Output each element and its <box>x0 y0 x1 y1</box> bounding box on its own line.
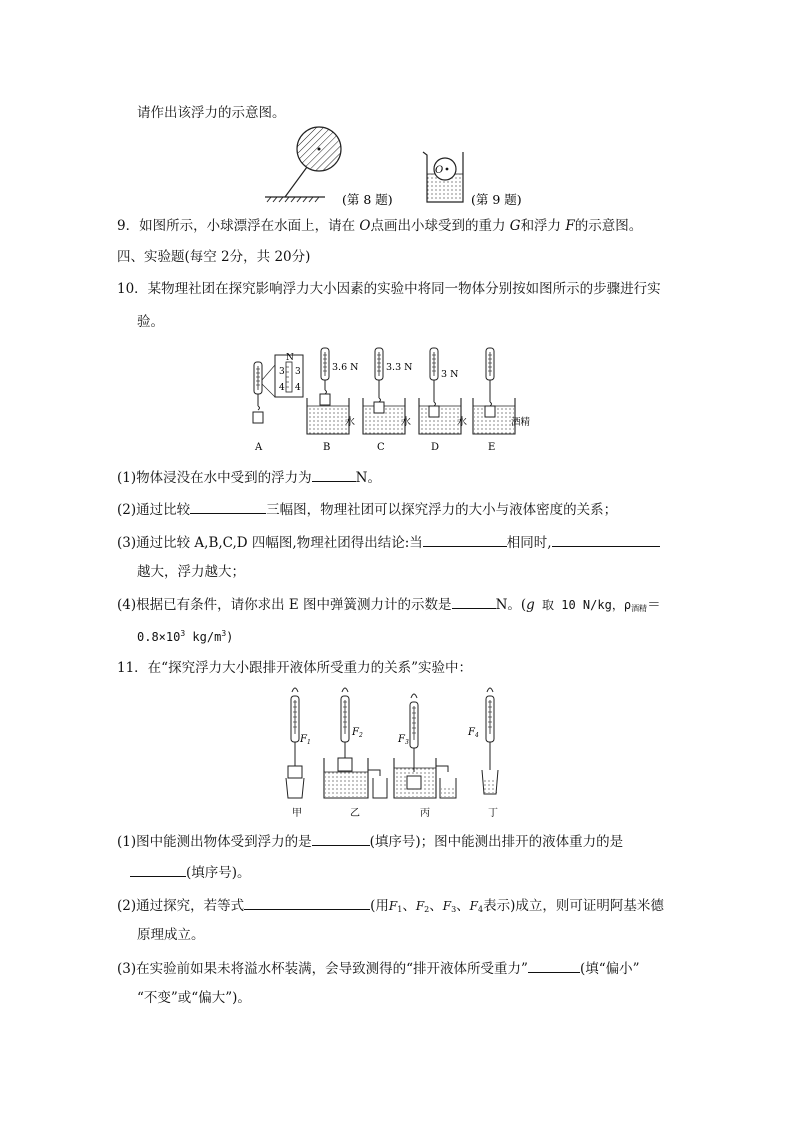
fig10-a <box>253 353 303 423</box>
question-10-line1: 10．某物理社团在探究影响浮力大小因素的实验中将同一物体分别按如图所示的步骤进行实 <box>117 281 661 297</box>
question-9: 9．如图所示，小球漂浮在水面上，请在 O点画出小球受到的重力 G和浮力 F的示意图。 <box>117 218 643 234</box>
liquid-b: 水 <box>345 417 355 428</box>
svg-text:4: 4 <box>295 383 301 393</box>
reading-d: 3 N <box>441 369 459 380</box>
blank-q11-2[interactable] <box>244 895 370 910</box>
svg-text:4: 4 <box>279 383 285 393</box>
fig10-label-a: A <box>255 442 263 453</box>
block-e <box>485 406 495 417</box>
reading-b: 3.6 N <box>332 362 359 373</box>
fig10-label-d: D <box>431 442 440 453</box>
q10-part1: (1)物体浸没在水中受到的浮力为 N。 <box>117 467 381 487</box>
svg-text:3: 3 <box>279 367 285 377</box>
fig10-label-b: B <box>323 442 331 453</box>
empty-cup-yi <box>373 778 387 798</box>
q11-part1: (1)图中能测出物体受到浮力的是 (填序号)；图中能测出排开的液体重力的是 <box>117 831 623 851</box>
hand-ding <box>487 688 493 692</box>
q11-part2: (2)通过探究，若等式 (用$F_1$、$F_2$、$F_3$、$F_4$表示)成立，则可证明阿基米德 <box>117 895 664 919</box>
block-bing <box>407 776 421 789</box>
block-d <box>429 406 439 417</box>
fig10-label-e: E <box>488 442 496 453</box>
blank-q11-1a[interactable] <box>312 831 370 846</box>
hand-yi <box>342 688 348 692</box>
fig11-label-ding: 丁 <box>488 808 498 819</box>
q11-part3-line2: “不变”或“偏大”)。 <box>137 990 251 1006</box>
force-label-f3: $F_3$ <box>398 734 409 746</box>
svg-text:3: 3 <box>295 367 301 377</box>
q10-part3-line2: 越大，浮力越大； <box>137 564 245 580</box>
fig11-label-yi: 乙 <box>350 808 360 819</box>
blank-q11-3[interactable] <box>528 958 580 973</box>
force-label-f4: $F_4$ <box>468 727 479 739</box>
force-label-f2: $F_2$ <box>352 727 363 739</box>
block-c <box>374 402 384 413</box>
intro-line: 请作出该浮力的示意图。 <box>137 105 286 121</box>
fig10-label-c: C <box>377 442 385 453</box>
q11-part3: (3)在实验前如果未将溢水杯装满，会导致测得的“排开液体所受重力” (填“偏小” <box>117 958 640 978</box>
force-label-f1: $F_1$ <box>300 734 311 746</box>
q10-part4: (4)根据已有条件，请你求出 E 图中弹簧测力计的示数是 N。(g 取 10 N/kg，$\rho_{酒精}=$ <box>117 594 661 618</box>
hand-bing <box>411 694 417 698</box>
q10-part4-line2: $0.8\times 10^3$ $kg/m^3$) <box>137 629 234 644</box>
blank-q10-3b[interactable] <box>552 532 660 547</box>
cup-jia <box>286 778 304 798</box>
liquid-fill-d <box>420 406 460 434</box>
q10-part3: (3)通过比较 A,B,C,D 四幅图,物理社团得出结论:当 相同时, <box>117 532 660 552</box>
blank-q10-3a[interactable] <box>423 532 507 547</box>
blank-q10-2[interactable] <box>190 499 266 514</box>
figure-11 <box>280 680 520 820</box>
figure-8-9 <box>255 125 545 210</box>
q10-part2: (2)通过比较 三幅图，物理社团可以探究浮力的大小与液体密度的关系； <box>117 499 617 519</box>
blank-q11-1b[interactable] <box>130 862 186 877</box>
block-yi <box>338 758 352 771</box>
figure-10 <box>245 340 545 455</box>
q11-part2-line2: 原理成立。 <box>137 927 205 943</box>
fig9-caption: (第 9 题) <box>471 192 522 207</box>
scale-unit: N <box>286 353 294 363</box>
blank-q10-4[interactable] <box>452 594 496 609</box>
hand-jia <box>292 688 298 692</box>
reading-c: 3.3 N <box>386 362 413 373</box>
balloon-string <box>285 167 307 197</box>
block-b <box>320 394 330 405</box>
question-10-line2: 验。 <box>137 314 164 330</box>
question-11: 11．在“探究浮力大小跟排开液体所受重力的关系”实验中： <box>117 660 472 676</box>
section-4-heading: 四、实验题(每空 2分，共 20分) <box>117 249 311 265</box>
balloon-center-dot <box>318 148 321 151</box>
fig8-caption: (第 8 题) <box>342 192 393 207</box>
block-jia <box>288 766 302 778</box>
q11-part1-line2: (填序号)。 <box>130 862 251 882</box>
fig9-point-label: O <box>435 165 444 176</box>
ground-hatch <box>267 197 319 202</box>
fig11-label-bing: 丙 <box>420 808 430 819</box>
fig11-label-jia: 甲 <box>292 808 302 819</box>
block-a <box>253 412 263 423</box>
liquid-fill-b <box>308 406 348 434</box>
figure-8 <box>265 127 393 207</box>
figure-9 <box>423 152 522 207</box>
liquid-c: 水 <box>401 417 411 428</box>
liquid-e: 酒精 <box>511 417 531 428</box>
liquid-d: 水 <box>457 417 467 428</box>
blank-q10-1[interactable] <box>312 467 356 482</box>
